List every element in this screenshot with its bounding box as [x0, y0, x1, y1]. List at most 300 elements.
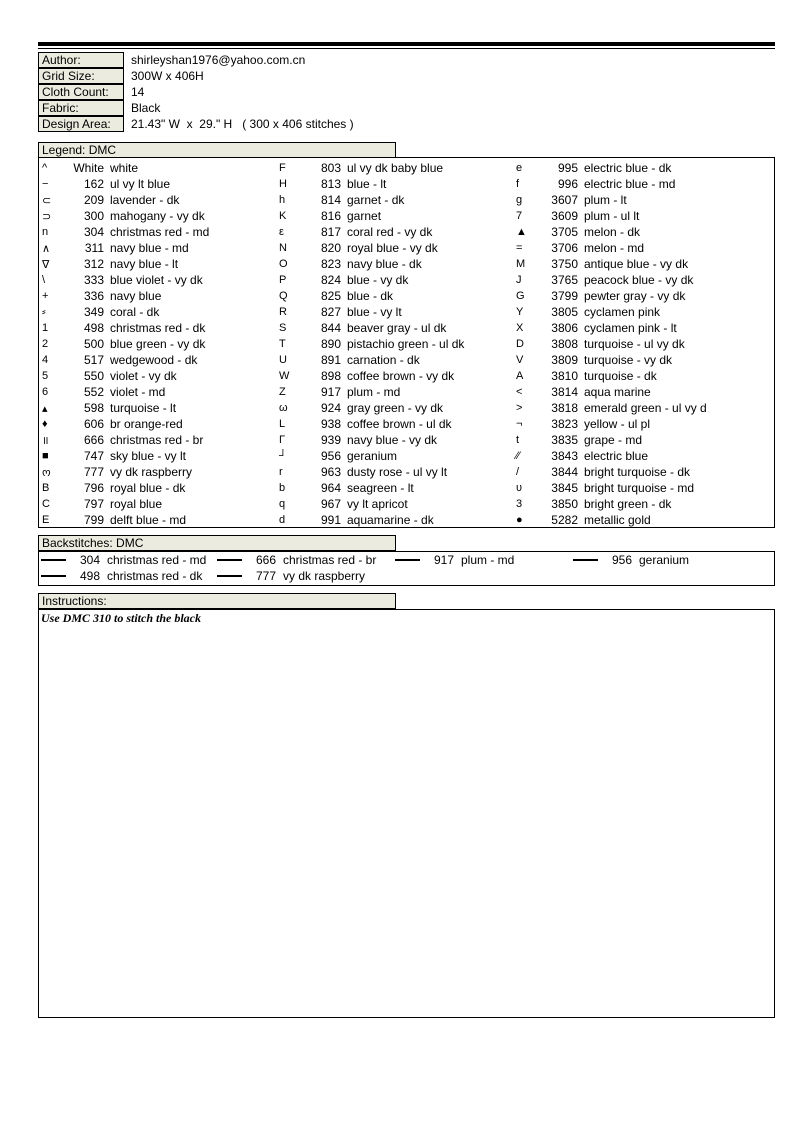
legend-number: 777: [83, 465, 104, 479]
legend-column-1: [39, 160, 209, 528]
legend-row: [513, 368, 707, 384]
instructions-header: Instructions:: [38, 593, 396, 609]
legend-number: 827: [320, 305, 341, 319]
legend-symbol-icon: \: [42, 274, 46, 286]
legend-symbol-icon: g: [516, 194, 523, 206]
legend-name: turquoise - vy dk: [584, 353, 673, 367]
legend-number: 820: [320, 241, 341, 255]
legend-name: plum - lt: [584, 193, 627, 207]
legend-name: ul vy dk baby blue: [347, 161, 444, 175]
legend-column-3: [513, 160, 707, 528]
legend-row: [276, 208, 464, 224]
legend-number: 797: [83, 497, 104, 511]
legend-symbol-icon: L: [279, 418, 286, 430]
legend-symbol-icon: 5: [42, 370, 49, 382]
legend-number: 304: [83, 225, 104, 239]
legend-number: 844: [320, 321, 341, 335]
legend-name: navy blue - vy dk: [347, 433, 438, 447]
legend-number: 825: [320, 289, 341, 303]
legend-symbol-icon: d: [279, 514, 286, 526]
legend-name: aqua marine: [584, 385, 651, 399]
legend-symbol-icon: 4: [42, 354, 49, 366]
legend-symbol-icon: ⊂: [42, 194, 52, 207]
legend-row: [276, 176, 464, 192]
legend-name: turquoise - dk: [584, 369, 657, 383]
legend-row: [276, 336, 464, 352]
backstitch-number: 956: [611, 553, 632, 567]
legend-row: [39, 496, 209, 512]
legend-row: [513, 208, 707, 224]
legend-name: pistachio green - ul dk: [347, 337, 465, 351]
info-value: Black: [131, 101, 161, 115]
legend-number: 3705: [551, 225, 578, 239]
backstitch-name: plum - md: [461, 553, 515, 567]
info-value: 14: [131, 85, 145, 99]
legend-number: White: [73, 161, 104, 175]
legend-symbol-icon: Q: [279, 290, 288, 302]
backstitches-header: Backstitches: DMC: [38, 535, 396, 551]
legend-name: blue - vy lt: [347, 305, 402, 319]
legend-row: [276, 192, 464, 208]
backstitches-box: [38, 551, 775, 586]
legend-name: bright turquoise - dk: [584, 465, 691, 479]
legend-row: [39, 320, 209, 336]
info-author: [38, 52, 354, 68]
legend-symbol-icon: T: [279, 338, 286, 350]
legend-row: [39, 192, 209, 208]
legend-name: dusty rose - ul vy lt: [347, 465, 448, 479]
backstitch-item: [217, 552, 376, 568]
legend-name: navy blue: [110, 289, 162, 303]
legend-number: 799: [83, 513, 104, 527]
legend-name: blue green - vy dk: [110, 337, 206, 351]
legend-number: 3845: [551, 481, 578, 495]
backstitch-number: 917: [433, 553, 454, 567]
legend-name: melon - md: [584, 241, 645, 255]
legend-number: 3750: [551, 257, 578, 271]
legend-symbol-icon: ●: [516, 514, 523, 526]
legend-name: yellow - ul pl: [584, 417, 651, 431]
legend-row: [39, 176, 209, 192]
instructions-box: [38, 609, 775, 1018]
legend-number: 817: [320, 225, 341, 239]
legend-symbol-icon: X: [516, 322, 524, 334]
backstitch-name: christmas red - br: [283, 553, 377, 567]
legend-symbol-icon: H: [279, 178, 287, 190]
legend-symbol-icon: ♦: [42, 418, 48, 430]
legend-name: coral - dk: [110, 305, 160, 319]
legend-row: [276, 512, 464, 528]
legend-number: 5282: [551, 513, 578, 527]
legend-row: [39, 432, 209, 448]
legend-number: 333: [83, 273, 104, 287]
backstitch-item: [573, 552, 689, 568]
legend-name: melon - dk: [584, 225, 641, 239]
legend-symbol-icon: b: [279, 482, 286, 494]
legend-number: 3823: [551, 417, 578, 431]
legend-row: [39, 416, 209, 432]
legend-row: [39, 256, 209, 272]
legend-symbol-icon: M: [516, 258, 526, 270]
backstitch-name: vy dk raspberry: [283, 569, 366, 583]
legend-row: [513, 320, 707, 336]
legend-symbol-icon: G: [516, 290, 525, 302]
legend-number: 3814: [551, 385, 578, 399]
legend-header: Legend: DMC: [38, 142, 396, 158]
info-fabric: [38, 100, 354, 116]
backstitch-line-icon: [41, 575, 66, 577]
legend-symbol-icon: ▴: [42, 402, 48, 415]
legend-symbol-icon: ¬: [516, 418, 523, 430]
legend-number: 3607: [551, 193, 578, 207]
legend-name: navy blue - md: [110, 241, 189, 255]
legend-name: metallic gold: [584, 513, 651, 527]
legend-symbol-icon: ॥: [42, 434, 49, 447]
legend-number: 3799: [551, 289, 578, 303]
legend-number: 803: [320, 161, 341, 175]
legend-symbol-icon: ⸗: [42, 306, 46, 318]
legend-name: royal blue - vy dk: [347, 241, 438, 255]
info-value: shirleyshan1976@yahoo.com.cn: [131, 53, 306, 67]
legend-row: [39, 384, 209, 400]
legend-number: 924: [320, 401, 341, 415]
legend-symbol-icon: 3: [516, 498, 523, 510]
legend-row: [39, 160, 209, 176]
legend-name: electric blue: [584, 449, 649, 463]
legend-name: vy dk raspberry: [110, 465, 193, 479]
info-label: Design Area:: [38, 116, 124, 132]
legend-row: [39, 208, 209, 224]
legend-number: 606: [83, 417, 104, 431]
legend-name: violet - vy dk: [110, 369, 177, 383]
legend-number: 598: [83, 401, 104, 415]
legend-name: grape - md: [584, 433, 643, 447]
legend-name: turquoise - lt: [110, 401, 177, 415]
legend-row: [513, 288, 707, 304]
legend-number: 3835: [551, 433, 578, 447]
legend-symbol-icon: ∧: [42, 242, 51, 255]
legend-symbol-icon: J: [516, 274, 522, 286]
legend-symbol-icon: ■: [42, 450, 49, 462]
legend-symbol-icon: K: [279, 210, 287, 222]
legend-row: [276, 496, 464, 512]
legend-number: 3609: [551, 209, 578, 223]
legend-number: 3805: [551, 305, 578, 319]
legend-symbol-icon: N: [279, 242, 287, 254]
legend-number: 813: [320, 177, 341, 191]
legend-symbol-icon: V: [516, 354, 524, 366]
legend-row: [276, 480, 464, 496]
legend-name: mahogany - vy dk: [110, 209, 205, 223]
legend-row: [276, 368, 464, 384]
legend-number: 209: [83, 193, 104, 207]
legend-symbol-icon: n: [42, 226, 49, 238]
legend-number: 796: [83, 481, 104, 495]
legend-name: royal blue: [110, 497, 163, 511]
legend-name: aquamarine - dk: [347, 513, 434, 527]
legend-number: 500: [83, 337, 104, 351]
legend-row: [513, 176, 707, 192]
legend-symbol-icon: ო: [42, 466, 51, 479]
legend-number: 3843: [551, 449, 578, 463]
legend-row: [276, 288, 464, 304]
legend-number: 967: [320, 497, 341, 511]
legend-symbol-icon: /: [516, 466, 520, 478]
backstitch-item: [217, 568, 365, 584]
legend-name: geranium: [347, 449, 398, 463]
legend-row: [39, 224, 209, 240]
legend-number: 814: [320, 193, 341, 207]
legend-number: 964: [320, 481, 341, 495]
legend-row: [513, 272, 707, 288]
legend-number: 517: [83, 353, 104, 367]
legend-row: [513, 432, 707, 448]
legend-symbol-icon: D: [516, 338, 524, 350]
legend-symbol-icon: h: [279, 194, 286, 206]
legend-number: 336: [83, 289, 104, 303]
info-grid-size: [38, 68, 354, 84]
legend-number: 898: [320, 369, 341, 383]
legend-name: christmas red - br: [110, 433, 204, 447]
info-design-area: [38, 116, 354, 132]
legend-row: [39, 368, 209, 384]
legend-name: beaver gray - ul dk: [347, 321, 447, 335]
legend-symbol-icon: S: [279, 322, 287, 334]
chart-info: [38, 52, 354, 132]
legend-name: white: [110, 161, 139, 175]
legend-name: christmas red - dk: [110, 321, 206, 335]
legend-name: br orange-red: [110, 417, 183, 431]
legend-name: pewter gray - vy dk: [584, 289, 686, 303]
legend-row: [276, 320, 464, 336]
legend-symbol-icon: B: [42, 482, 50, 494]
legend-row: [513, 416, 707, 432]
legend-number: 995: [557, 161, 578, 175]
legend-column-2: [276, 160, 464, 528]
legend-number: 3810: [551, 369, 578, 383]
legend-symbol-icon: r: [279, 466, 283, 478]
legend-symbol-icon: 2: [42, 338, 49, 350]
legend-number: 3818: [551, 401, 578, 415]
legend-symbol-icon: ▲: [516, 226, 527, 238]
legend-row: [513, 160, 707, 176]
info-label: Author:: [38, 52, 124, 68]
legend-number: 996: [557, 177, 578, 191]
legend-name: ul vy lt blue: [110, 177, 171, 191]
legend-symbol-icon: q: [279, 498, 286, 510]
legend-symbol-icon: ω: [279, 402, 288, 414]
backstitch-line-icon: [573, 559, 598, 561]
legend-number: 3809: [551, 353, 578, 367]
legend-name: plum - ul lt: [584, 209, 640, 223]
legend-row: [276, 432, 464, 448]
legend-symbol-icon: A: [516, 370, 524, 382]
legend-name: coral red - vy dk: [347, 225, 433, 239]
legend-symbol-icon: F: [279, 162, 286, 174]
legend-number: 3808: [551, 337, 578, 351]
legend-row: [276, 272, 464, 288]
legend-symbol-icon: e: [516, 162, 523, 174]
legend-symbol-icon: <: [516, 386, 523, 398]
legend-number: 824: [320, 273, 341, 287]
legend-name: emerald green - ul vy d: [584, 401, 707, 415]
legend-name: lavender - dk: [110, 193, 180, 207]
legend-row: [513, 400, 707, 416]
info-value: 21.43" W x 29." H ( 300 x 406 stitches ): [131, 117, 354, 131]
legend-number: 890: [320, 337, 341, 351]
backstitch-line-icon: [395, 559, 420, 561]
legend-name: coffee brown - ul dk: [347, 417, 452, 431]
legend-symbol-icon: t: [516, 434, 520, 446]
legend-row: [276, 160, 464, 176]
legend-number: 956: [320, 449, 341, 463]
legend-row: [39, 512, 209, 528]
instructions-text: Use DMC 310 to stitch the black: [41, 611, 202, 625]
legend-row: [513, 496, 707, 512]
legend-symbol-icon: Γ: [279, 434, 286, 446]
info-label: Cloth Count:: [38, 84, 124, 100]
legend-name: antique blue - vy dk: [584, 257, 689, 271]
legend-name: turquoise - ul vy dk: [584, 337, 685, 351]
legend-number: 823: [320, 257, 341, 271]
legend-number: 963: [320, 465, 341, 479]
legend-number: 666: [83, 433, 104, 447]
legend-name: sky blue - vy lt: [110, 449, 187, 463]
legend-number: 312: [83, 257, 104, 271]
legend-number: 917: [320, 385, 341, 399]
legend-symbol-icon: R: [279, 306, 287, 318]
legend-number: 3706: [551, 241, 578, 255]
legend-row: [276, 304, 464, 320]
legend-box: [38, 157, 775, 528]
top-rule-thick: [38, 42, 775, 46]
legend-number: 311: [84, 241, 104, 255]
legend-number: 3850: [551, 497, 578, 511]
legend-row: [39, 304, 209, 320]
legend-symbol-icon: >: [516, 402, 523, 414]
legend-symbol-icon: ε: [279, 226, 284, 238]
legend-row: [276, 352, 464, 368]
legend-name: peacock blue - vy dk: [584, 273, 694, 287]
info-cloth-count: [38, 84, 354, 100]
legend-name: garnet - dk: [347, 193, 405, 207]
legend-number: 498: [83, 321, 104, 335]
legend-row: [276, 240, 464, 256]
backstitch-number: 777: [255, 569, 276, 583]
legend-name: garnet: [347, 209, 382, 223]
legend-number: 891: [320, 353, 341, 367]
legend-name: blue violet - vy dk: [110, 273, 203, 287]
legend-symbol-icon: 7: [516, 210, 523, 222]
legend-symbol-icon: +: [42, 290, 49, 302]
backstitch-item: [41, 552, 206, 568]
legend-name: electric blue - md: [584, 177, 676, 191]
legend-name: vy lt apricot: [347, 497, 408, 511]
legend-row: [39, 352, 209, 368]
legend-row: [276, 384, 464, 400]
legend-symbol-icon: 6: [42, 386, 49, 398]
legend-symbol-icon: 1: [42, 322, 49, 334]
legend-name: wedgewood - dk: [110, 353, 198, 367]
legend-name: blue - lt: [347, 177, 387, 191]
legend-name: bright turquoise - md: [584, 481, 695, 495]
backstitch-name: geranium: [639, 553, 690, 567]
legend-name: cyclamen pink - lt: [584, 321, 677, 335]
legend-symbol-icon: P: [279, 274, 287, 286]
legend-row: [39, 448, 209, 464]
legend-row: [513, 352, 707, 368]
legend-row: [276, 416, 464, 432]
backstitch-item: [41, 568, 202, 584]
legend-number: 747: [83, 449, 104, 463]
legend-symbol-icon: W: [279, 370, 290, 382]
legend-number: 991: [320, 513, 341, 527]
legend-symbol-icon: =: [516, 242, 523, 254]
legend-name: delft blue - md: [110, 513, 187, 527]
backstitch-line-icon: [217, 575, 242, 577]
legend-row: [513, 480, 707, 496]
backstitch-name: christmas red - md: [107, 553, 207, 567]
legend-row: [276, 448, 464, 464]
legend-row: [276, 400, 464, 416]
legend-symbol-icon: ^: [42, 162, 48, 174]
legend-row: [276, 224, 464, 240]
legend-symbol-icon: ∇: [42, 258, 50, 271]
legend-number: 3844: [551, 465, 578, 479]
legend-symbol-icon: ⊃: [42, 210, 52, 223]
legend-row: [276, 256, 464, 272]
top-rule-thin: [38, 48, 775, 49]
legend-row: [39, 464, 209, 480]
legend-symbol-icon: E: [42, 514, 50, 526]
legend-row: [513, 512, 707, 528]
legend-name: christmas red - md: [110, 225, 210, 239]
info-label: Fabric:: [38, 100, 124, 116]
legend-symbol-icon: ┘: [279, 450, 287, 462]
legend-number: 552: [83, 385, 104, 399]
legend-name: gray green - vy dk: [347, 401, 444, 415]
legend-number: 939: [320, 433, 341, 447]
legend-number: 550: [83, 369, 104, 383]
legend-number: 938: [320, 417, 341, 431]
legend-row: [39, 272, 209, 288]
legend-row: [513, 240, 707, 256]
backstitch-line-icon: [217, 559, 242, 561]
backstitch-line-icon: [41, 559, 66, 561]
backstitch-number: 304: [79, 553, 100, 567]
legend-row: [513, 192, 707, 208]
backstitch-item: [395, 552, 514, 568]
legend-name: navy blue - lt: [110, 257, 179, 271]
legend-name: cyclamen pink: [584, 305, 661, 319]
info-label: Grid Size:: [38, 68, 124, 84]
legend-number: 3806: [551, 321, 578, 335]
legend-symbol-icon: υ: [516, 482, 523, 494]
legend-number: 816: [320, 209, 341, 223]
legend-name: violet - md: [110, 385, 166, 399]
legend-name: blue - dk: [347, 289, 394, 303]
backstitch-name: christmas red - dk: [107, 569, 203, 583]
legend-name: electric blue - dk: [584, 161, 672, 175]
legend-row: [513, 448, 707, 464]
legend-symbol-icon: O: [279, 258, 288, 270]
legend-row: [513, 304, 707, 320]
legend-row: [39, 240, 209, 256]
legend-symbol-icon: −: [42, 178, 49, 190]
legend-number: 300: [83, 209, 104, 223]
backstitch-number: 498: [79, 569, 100, 583]
legend-name: bright green - dk: [584, 497, 672, 511]
